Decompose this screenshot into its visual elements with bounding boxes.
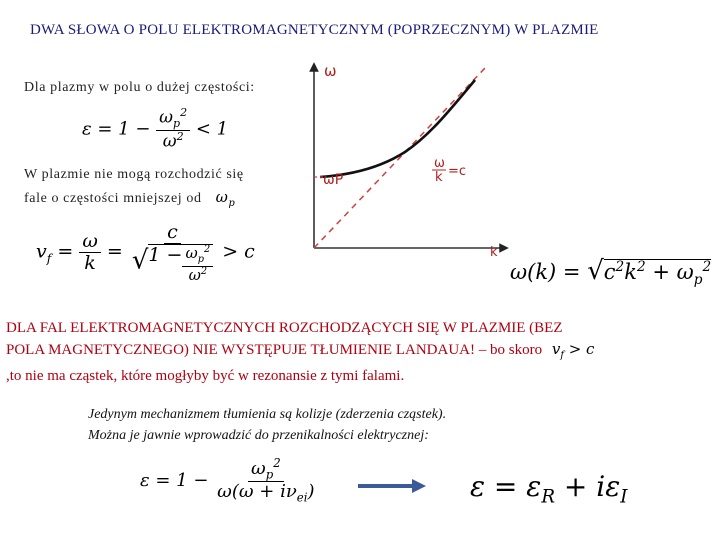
red-line3: ,to nie ma cząstek, które mogłyby być w rezonansie z tymi falami. [6, 368, 405, 384]
epsilon-formula: ε = 1 − $\frac{\omega_p^2}{\omega^2}$ < 1 [82, 106, 229, 152]
graph-slope-den: k [435, 170, 443, 185]
right-arrow-icon [356, 476, 428, 496]
graph-y-label: ω [324, 62, 337, 80]
red-paragraph [6, 318, 718, 387]
italic-line1: Jedynym mechanizmem tłumienia są kolizje (zderzenia cząstek). [88, 407, 447, 422]
phase-velocity-formula: $v_f$ = $\frac{\omega}{k}$ = c √1 − $\frac{\omega_p^2}{\omega^2}$ > c [36, 221, 255, 284]
omega-k-formula: $\omega(k) = √c^2k^2 + \omega_p^2$ [510, 256, 712, 289]
wave-text-line1: W plazmie nie mogą rozchodzić się [24, 167, 244, 182]
page-title: DWA SŁOWA O POLU ELEKTROMAGNETYCZNYM (POPRZECZNYM) W PLAZMIE [30, 22, 599, 38]
vf-gt-c: $v_f > c$ [551, 340, 595, 361]
dispersion-graph [300, 60, 530, 260]
asymptote-line [314, 68, 485, 248]
omega-p-symbol: $\omega_p$ [215, 188, 236, 209]
intro-text: Dla plazmy w polu o dużej częstości: [24, 80, 255, 95]
wave-text-line2: fale o częstości mniejszej od $\omega_p$ [24, 188, 236, 209]
italic-line2: Można je jawnie wprowadzić do przenikalności elektrycznej: [88, 428, 429, 443]
graph-omega-p-label: ωP [323, 172, 344, 188]
epsilon-collision-formula: ε = 1 − $\frac{\omega_p^2}{\omega(\omega + i\nu_{ei})}$ [140, 456, 315, 506]
graph-slope-num: ω [434, 156, 445, 171]
graph-x-label: k [490, 245, 498, 260]
graph-slope-rhs: =c [448, 164, 467, 179]
red-line1: DLA FAL ELEKTROMAGNETYCZNYCH ROZCHODZĄCYCH SIĘ W PLAZMIE (BEZ [6, 320, 563, 336]
dispersion-curve [320, 80, 475, 177]
red-line2: POLA MAGNETYCZNEGO) NIE WYSTĘPUJE TŁUMIENIE LANDAUA! – bo skoro $v_f > c$ [6, 340, 595, 361]
epsilon-complex-formula: $\varepsilon = \varepsilon_R + i\varepsilon_I$ [470, 470, 628, 508]
